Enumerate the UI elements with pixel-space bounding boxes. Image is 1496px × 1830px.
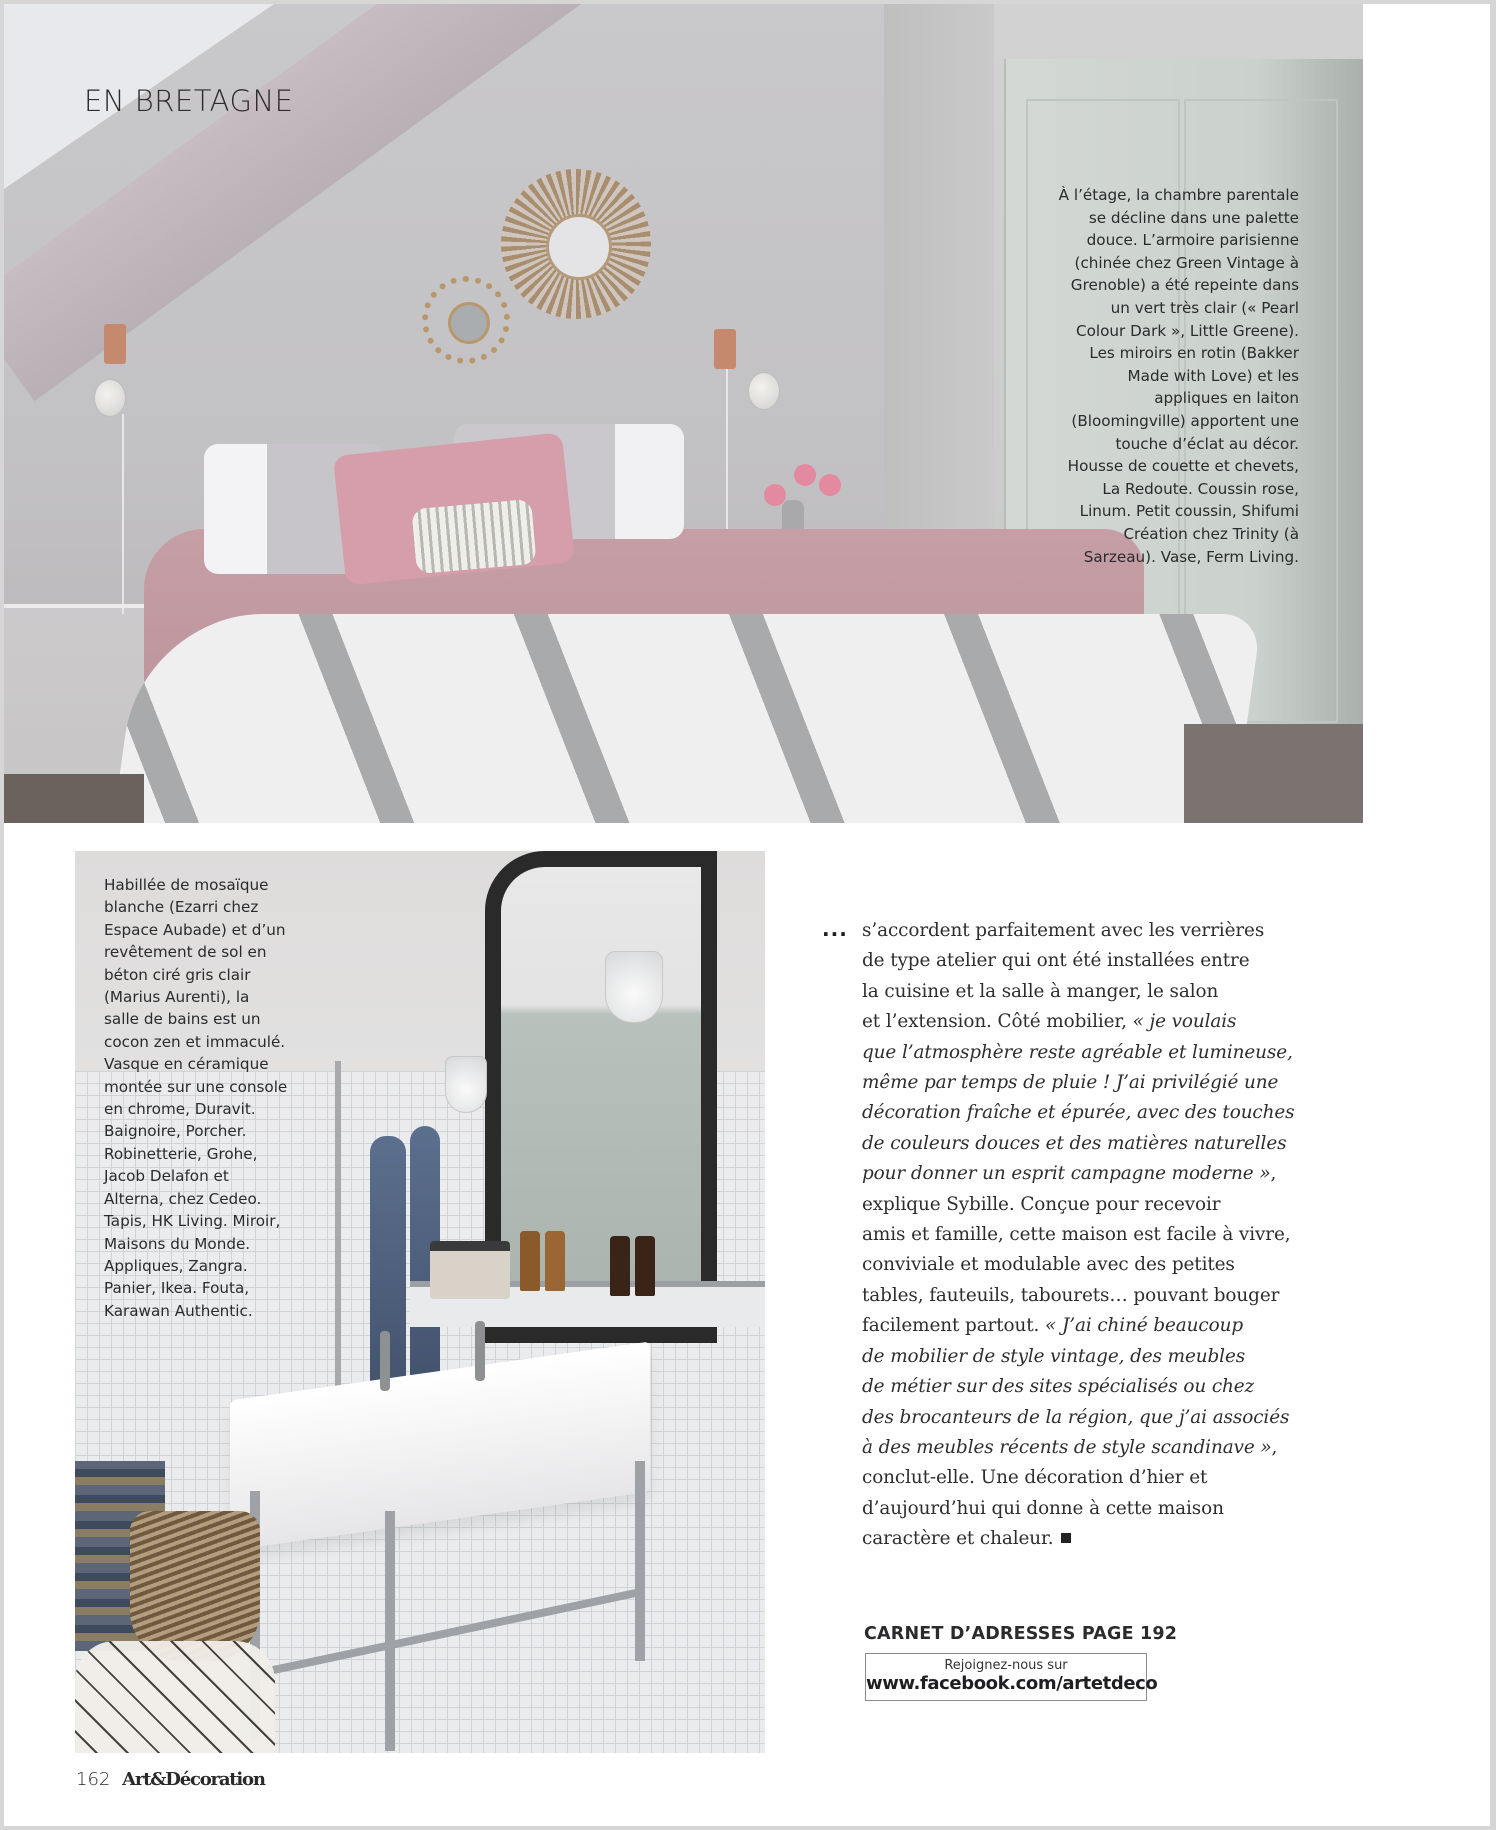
section-label: EN BRETAGNE (84, 84, 294, 118)
body-line (862, 1007, 1312, 1037)
body-text-roman: conviviale et modulable avec des petites (862, 1254, 1235, 1276)
bedroom-caption (1024, 184, 1299, 568)
sunburst-mirror-icon (501, 169, 651, 319)
bottle-icon (635, 1236, 655, 1296)
caption-line: Vasque en céramique (104, 1055, 269, 1074)
caption-line: blanche (Ezarri chez (104, 898, 259, 917)
body-text-roman: la cuisine et la salle à manger, le salon (862, 980, 1219, 1002)
body-line (862, 1524, 1312, 1554)
article-body (862, 916, 1312, 1555)
body-line (862, 977, 1312, 1007)
bulb-right-icon (748, 372, 780, 410)
caption-line: Maisons du Monde. (104, 1234, 251, 1253)
body-text-roman: facilement partout. (862, 1315, 1046, 1337)
shower-rail (335, 1061, 341, 1391)
caption-line: revêtement de sol en (104, 943, 267, 962)
body-line (862, 1190, 1312, 1220)
body-text-quote: décoration fraîche et épurée, avec des touches (862, 1102, 1295, 1124)
caption-line: béton ciré gris clair (104, 965, 251, 984)
caption-line: (Marius Aurenti), la (104, 988, 250, 1007)
caption-line: Jacob Delafon et (104, 1167, 229, 1186)
body-text-roman: amis et famille, cette maison est facile à vivre, (862, 1224, 1291, 1246)
shelf-basket (430, 1241, 510, 1299)
body-text-roman: de type atelier qui ont été installées entre (862, 950, 1250, 972)
page-number: 162 (76, 1769, 111, 1790)
body-text-tail: , (1270, 1163, 1277, 1185)
lamp-cord (726, 369, 728, 544)
body-line (862, 1311, 1312, 1341)
body-text-quote: de couleurs douces et des matières naturelles (862, 1132, 1287, 1154)
body-line (862, 1281, 1312, 1311)
end-of-article-icon (1061, 1533, 1071, 1543)
body-line (862, 1250, 1312, 1280)
facebook-prefix: Rejoignez-nous sur (944, 1658, 1068, 1673)
publication-logo: Art&Décoration (122, 1769, 265, 1790)
body-text-quote: pour donner un esprit campagne moderne » (862, 1163, 1271, 1185)
caption-line: Les miroirs en rotin (Bakker (1089, 344, 1299, 363)
wall-lamp-right-icon (714, 329, 736, 369)
wall-lamp-left-icon (104, 324, 126, 364)
caption-line: en chrome, Duravit. (104, 1100, 256, 1119)
caption-line: Appliques, Zangra. (104, 1256, 248, 1275)
rug (75, 1641, 275, 1753)
body-text-quote: de métier sur des sites spécialisés ou chez (862, 1376, 1255, 1398)
bathroom-caption (104, 874, 304, 1322)
caption-line: Habillée de mosaïque (104, 876, 269, 894)
body-line (862, 1372, 1312, 1402)
bottle-icon (545, 1231, 565, 1291)
caption-line: (chinée chez Green Vintage à (1074, 253, 1299, 272)
faucet-icon (475, 1321, 485, 1381)
caption-line: Création chez Trinity (à (1123, 524, 1299, 543)
floor (1184, 724, 1363, 823)
caption-line: cocon zen et immaculé. (104, 1032, 286, 1051)
caption-line: Made with Love) et les (1127, 366, 1299, 385)
caption-line: Tapis, HK Living. Miroir, (104, 1212, 281, 1231)
body-text-quote: à des meubles récents de style scandinave » (862, 1436, 1272, 1458)
caption-line: touche d’éclat au décor. (1115, 434, 1299, 453)
flower-mirror-icon (422, 276, 510, 364)
body-text-roman: explique Sybille. Conçue pour recevoir (862, 1193, 1221, 1215)
floor (4, 774, 144, 823)
wicker-basket (130, 1511, 260, 1661)
body-line (862, 1433, 1312, 1463)
flower-icon (819, 474, 841, 496)
body-line (862, 916, 1312, 946)
body-text-tail: , (1271, 1436, 1278, 1458)
caption-line: Baignoire, Porcher. (104, 1122, 247, 1141)
body-text-quote: même par temps de pluie ! J’ai privilégié une (862, 1072, 1279, 1094)
sconce-icon (605, 951, 663, 1023)
bottle-icon (520, 1231, 540, 1291)
caption-line: salle de bains est un (104, 1010, 261, 1029)
body-line (862, 1098, 1312, 1128)
body-line (862, 946, 1312, 976)
body-text-quote: de mobilier de style vintage, des meubles (862, 1345, 1246, 1367)
flower-icon (764, 484, 786, 506)
caption-line: appliques en laiton (1154, 389, 1299, 408)
body-text-roman: tables, fauteuils, tabourets… pouvant bouger (862, 1284, 1280, 1306)
console-leg (635, 1461, 645, 1661)
body-line (862, 1494, 1312, 1524)
caption-line: Colour Dark », Little Greene). (1076, 321, 1299, 340)
body-text-quote: « J’ai chiné beaucoup (1045, 1315, 1244, 1337)
caption-line: (Bloomingville) apportent une (1071, 411, 1299, 430)
caption-line: Robinetterie, Grohe, (104, 1144, 258, 1163)
caption-line: Sarzeau). Vase, Ferm Living. (1083, 547, 1299, 566)
caption-line: Housse de couette et chevets, (1067, 457, 1299, 476)
caption-line: Espace Aubade) et d’un (104, 920, 286, 939)
body-line (862, 1129, 1312, 1159)
caption-line: se décline dans une palette (1088, 208, 1299, 227)
body-text-quote: que l’atmosphère reste agréable et lumineuse, (862, 1041, 1293, 1063)
bulb-left-icon (94, 379, 126, 417)
sconce-icon (445, 1056, 487, 1113)
caption-line: douce. L’armoire parisienne (1086, 231, 1299, 250)
caption-line: montée sur une console (104, 1077, 288, 1096)
body-line (862, 1463, 1312, 1493)
caption-line: À l’étage, la chambre parentale (1058, 186, 1299, 204)
flower-icon (794, 464, 816, 486)
body-text-quote: « je voulais (1132, 1011, 1237, 1033)
body-line (862, 1403, 1312, 1433)
caption-line: un vert très clair (« Pearl (1110, 298, 1299, 317)
body-line (862, 1159, 1312, 1189)
caption-line: Karawan Authentic. (104, 1301, 253, 1320)
caption-line: Grenoble) a été repeinte dans (1070, 276, 1299, 295)
body-text-quote: des brocanteurs de la région, que j’ai associés (862, 1406, 1290, 1428)
continuation-mark: ... (822, 917, 848, 941)
body-line (862, 1220, 1312, 1250)
caption-line: Alterna, chez Cedeo. (104, 1189, 262, 1208)
bottle-icon (610, 1236, 630, 1296)
body-text-roman: conclut-elle. Une décoration d’hier et (862, 1467, 1208, 1489)
striped-throw (106, 614, 1263, 823)
page-footer (76, 1769, 265, 1790)
caption-line: Panier, Ikea. Fouta, (104, 1279, 250, 1298)
body-text-roman: d’aujourd’hui qui donne à cette maison (862, 1497, 1224, 1519)
lamp-cord (122, 414, 124, 614)
caption-line: La Redoute. Coussin rose, (1102, 479, 1299, 498)
body-text-roman: s’accordent parfaitement avec les verrières (862, 920, 1265, 941)
caption-line: Linum. Petit coussin, Shifumi (1079, 502, 1299, 521)
small-cushion (411, 499, 536, 574)
facebook-promo-box[interactable] (865, 1653, 1158, 1701)
body-text-roman: caractère et chaleur. (862, 1528, 1054, 1550)
body-line (862, 1068, 1312, 1098)
body-line (862, 1038, 1312, 1068)
address-book-reference: CARNET D’ADRESSES PAGE 192 (864, 1624, 1178, 1644)
facebook-link[interactable]: www.facebook.com/artetdeco (866, 1673, 1158, 1694)
magazine-page (4, 4, 1490, 1826)
body-text-roman: et l’extension. Côté mobilier, (862, 1011, 1133, 1033)
body-line (862, 1342, 1312, 1372)
faucet-icon (380, 1331, 390, 1391)
console-leg (385, 1511, 395, 1751)
